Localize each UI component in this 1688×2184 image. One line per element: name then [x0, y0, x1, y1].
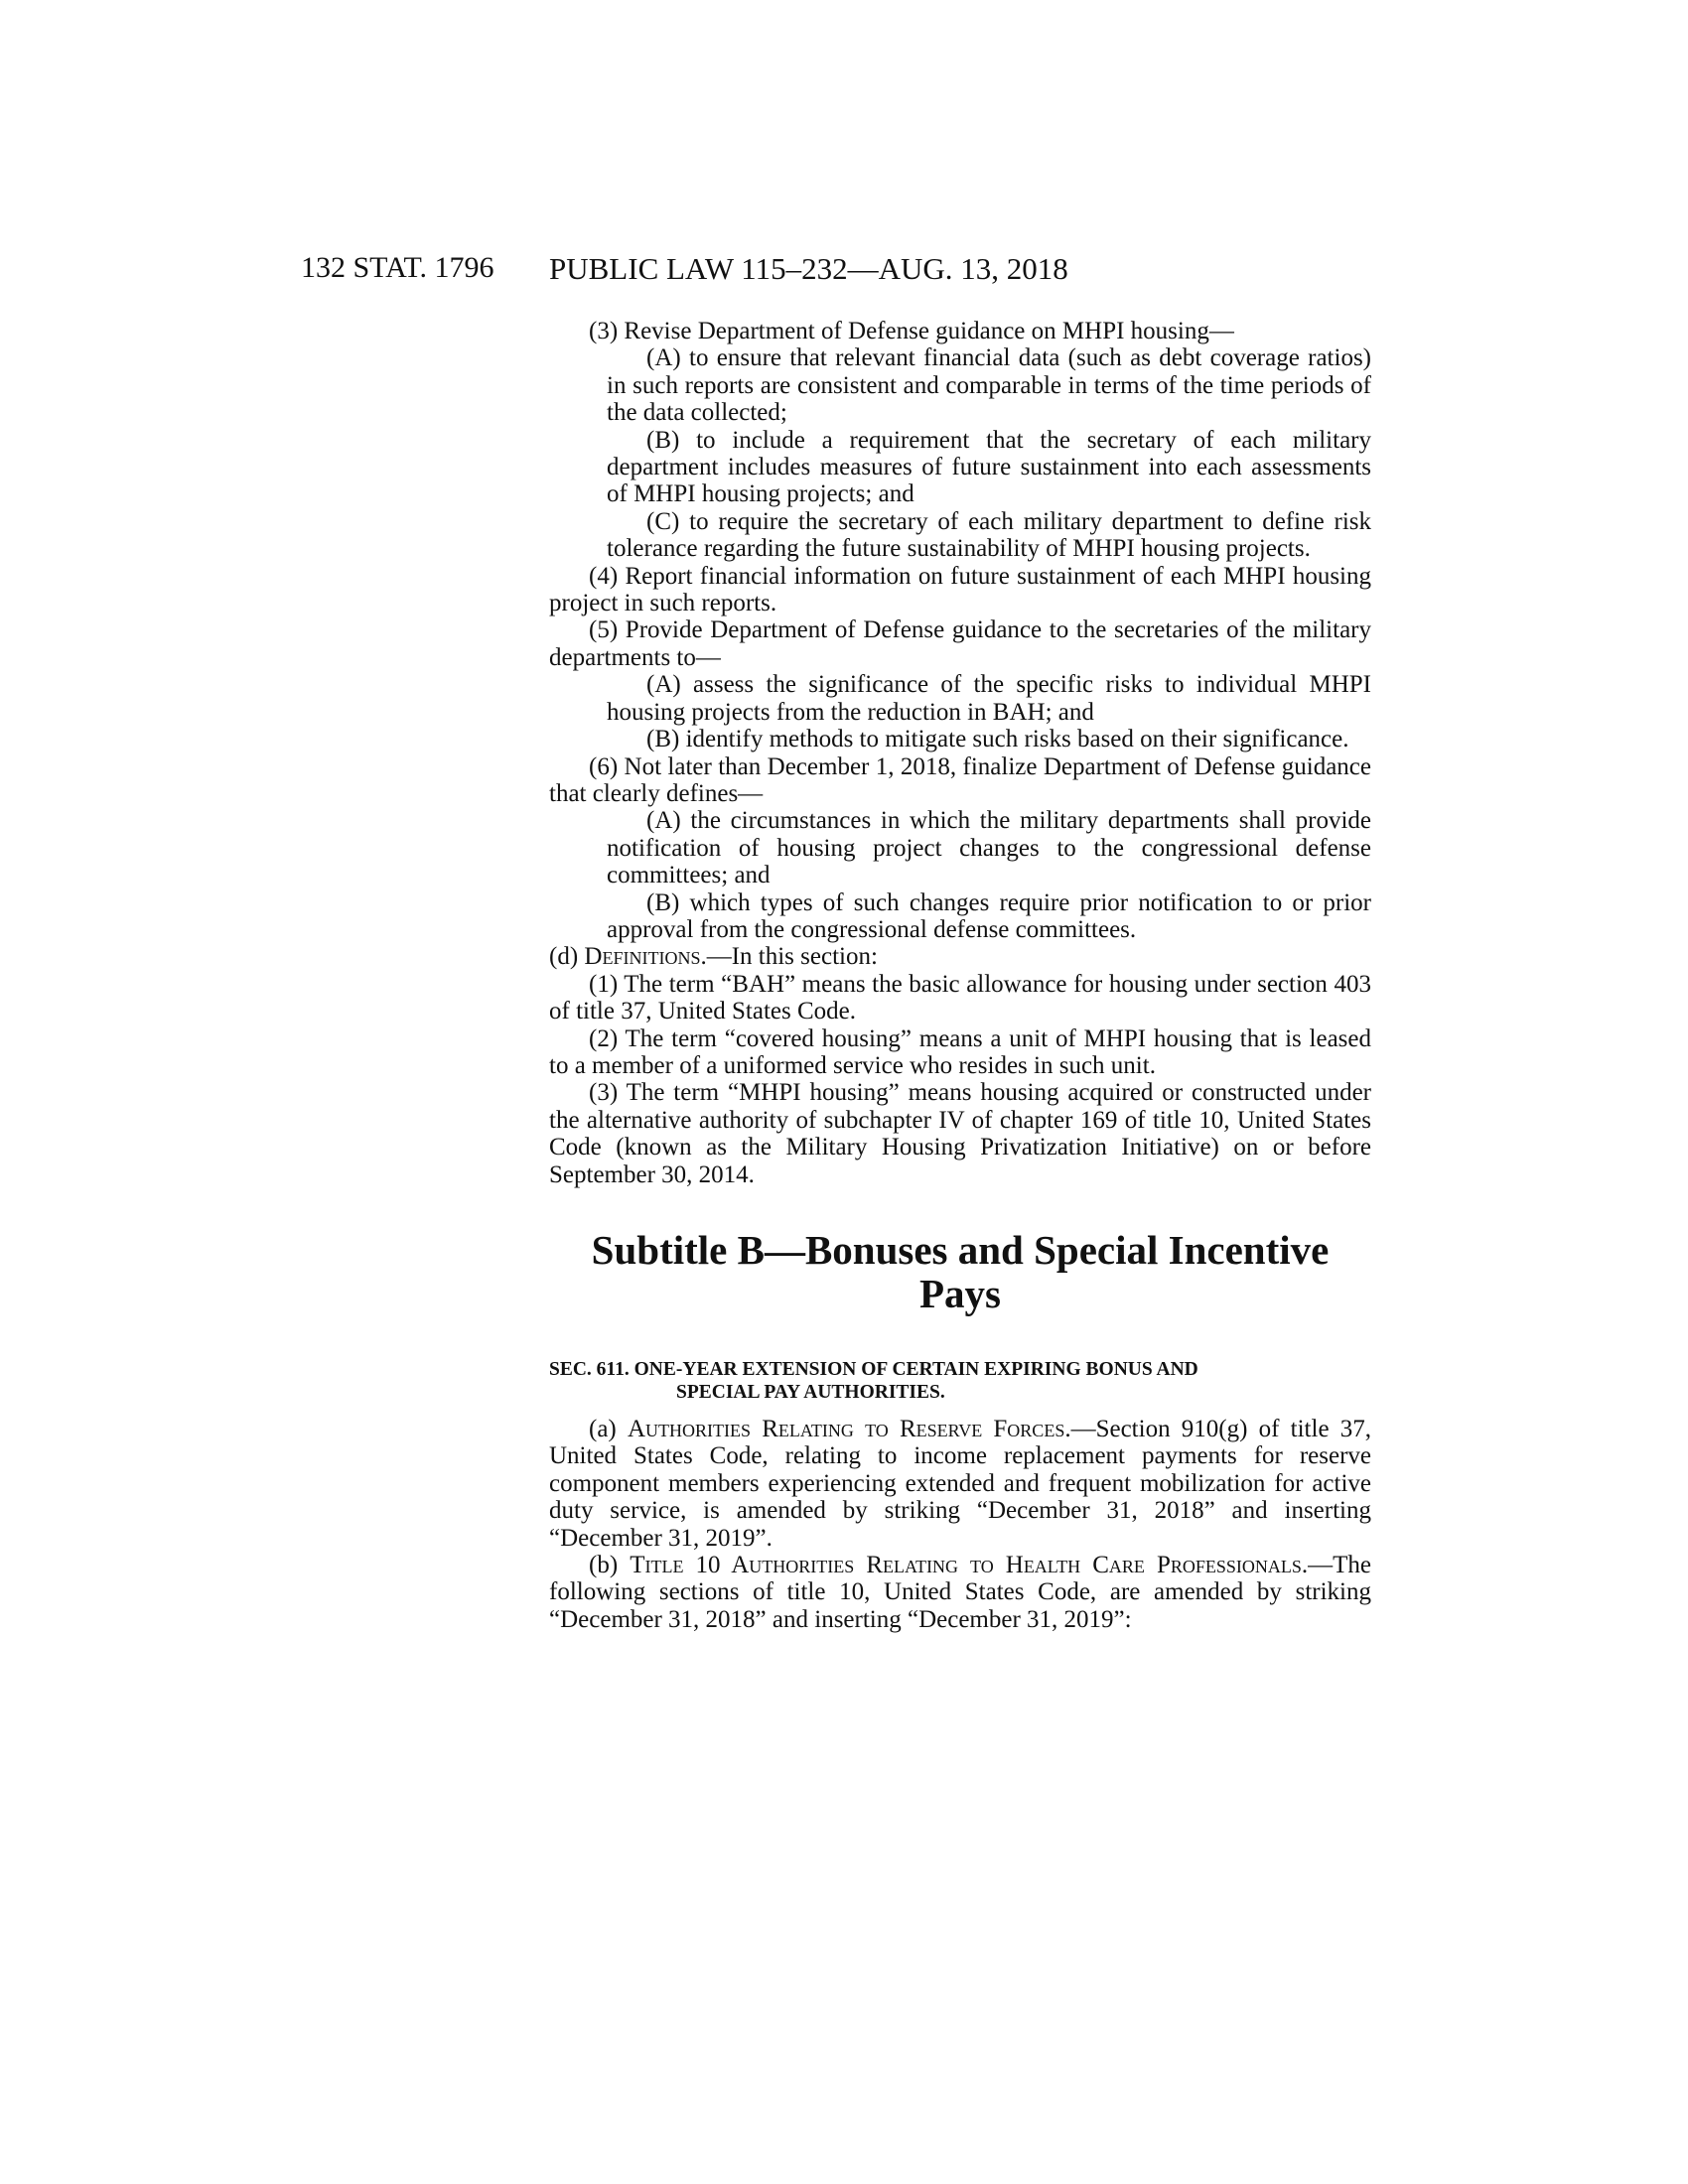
subsection-a	[549, 1416, 1371, 1552]
subsection-a-label: (a)	[589, 1416, 628, 1442]
definitions-intro: .—In this section:	[700, 943, 878, 971]
subtitle-line-1: Subtitle B—Bonuses and Special Incentive	[591, 1227, 1330, 1273]
paragraph-3-B: (B) to include a requirement that the secretary of each military department includes measures of future sustainment into each assessments of MHPI housing projects; and	[607, 426, 1371, 508]
section-title-line-1: ONE-YEAR EXTENSION OF CERTAIN EXPIRING BONUS AND	[633, 1359, 1198, 1380]
paragraph-3-C: (C) to require the secretary of each military department to define risk tolerance regarding the future sustainability of MHPI housing projects.	[607, 507, 1371, 563]
definitions-title: Definitions	[584, 943, 701, 971]
section-heading	[549, 1358, 1371, 1404]
subtitle-line-2: Pays	[919, 1271, 1001, 1316]
paragraph-3: (3) Revise Department of Defense guidance on MHPI housing—	[589, 318, 1234, 344]
paragraph-6: (6) Not later than December 1, 2018, finalize Department of Defense guidance that clearly defines—	[549, 752, 1371, 807]
section-title-line-2: SPECIAL PAY AUTHORITIES.	[676, 1382, 945, 1403]
subsection-a-heading: Authorities Relating to Reserve Forces	[627, 1416, 1065, 1442]
definition-mhpi-housing: (3) The term “MHPI housing” means housing acquired or constructed under the alternative authority of subchapter IV of chapter 169 of title 10, United States Code (known as the Military Housing Privatization Initiative) on or before September 30, 2014.	[549, 1079, 1371, 1188]
paragraph-4: (4) Report financial information on future sustainment of each MHPI housing project in such reports.	[549, 562, 1371, 617]
subsection-b-text: .—The following sections of title 10, United States Code, are amended by striking “December 31, 2018” and inserting “December 31, 2019”:	[549, 1552, 1371, 1633]
public-law-header: PUBLIC LAW 115–232—AUG. 13, 2018	[549, 251, 1068, 286]
paragraph-6-B: (B) which types of such changes require prior notification to or prior approval from the congressional defense committees.	[607, 888, 1371, 943]
stat-page-reference: 132 STAT. 1796	[301, 251, 494, 284]
section-number: SEC. 611.	[549, 1359, 634, 1380]
definition-covered-housing: (2) The term “covered housing” means a unit of MHPI housing that is leased to a member of a uniformed service who resides in such unit.	[549, 1024, 1371, 1079]
definition-bah: (1) The term “BAH” means the basic allowance for housing under section 403 of title 37, United States Code.	[549, 970, 1371, 1025]
definitions-heading	[549, 943, 1371, 970]
definitions-label: (d)	[549, 943, 585, 971]
subsection-b-label: (b)	[589, 1552, 631, 1579]
subsection-a-text: .—Section 910(g) of title 37, United States Code, relating to income replacement payments for reserve component members experiencing extended and frequent mobilization for active duty service, is amended by striking “December 31, 2018” and inserting “December 31, 2019”.	[549, 1416, 1372, 1552]
paragraph-3-A: (A) to ensure that relevant financial data (such as debt coverage ratios) in such reports are consistent and comparable in terms of the time periods of the data collected;	[607, 344, 1371, 427]
paragraph-5-B: (B) identify methods to mitigate such risks based on their significance.	[646, 726, 1349, 753]
page-body	[549, 318, 1371, 1633]
subsection-b-heading: Title 10 Authorities Relating to Health Care Professionals	[630, 1552, 1302, 1579]
paragraph-5: (5) Provide Department of Defense guidance to the secretaries of the military departments to—	[549, 616, 1371, 671]
paragraph-6-A: (A) the circumstances in which the military departments shall provide notification of housing project changes to the congressional defense committees; and	[607, 807, 1371, 889]
subsection-b	[549, 1552, 1371, 1633]
subtitle-heading	[549, 1228, 1371, 1315]
paragraph-5-A: (A) assess the significance of the specific risks to individual MHPI housing projects from the reduction in BAH; and	[607, 671, 1371, 726]
